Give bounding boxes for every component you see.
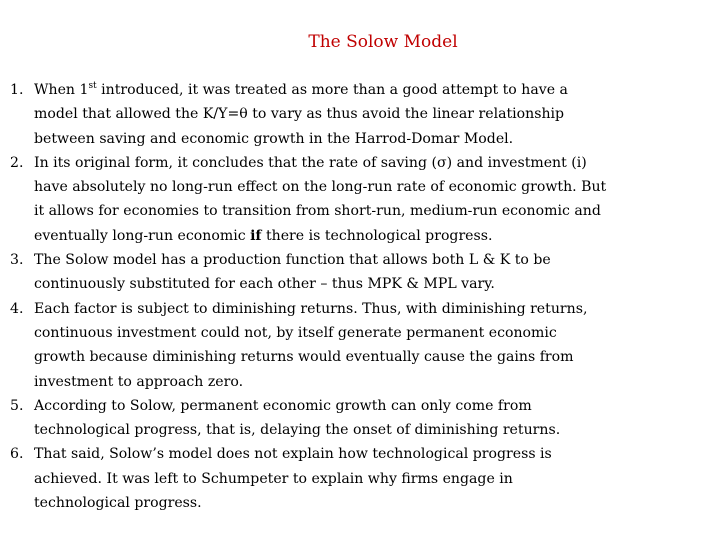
- text-line: continuously substituted for each other – thus MPK & MPL vary.: [34, 276, 495, 293]
- list-item-5: [0, 394, 720, 443]
- text-line: [34, 78, 716, 102]
- text-line: technological progress.: [34, 495, 202, 512]
- list-number: 2.: [10, 154, 24, 171]
- text-segment: there is technological progress.: [261, 227, 493, 244]
- text-line: model that allowed the K/Y=θ to vary as thus avoid the linear relationship: [34, 106, 565, 123]
- list-number: 1.: [10, 82, 24, 98]
- text-line: technological progress, that is, delaying the onset of diminishing returns.: [34, 422, 561, 439]
- list-item-6: [0, 442, 720, 515]
- list-number: 6.: [10, 446, 24, 463]
- list-number: 4.: [10, 300, 24, 317]
- text-line: The Solow model has a production function that allows both L & K to be: [34, 252, 551, 269]
- text-line: That said, Solow’s model does not explain how technological progress is: [34, 446, 552, 463]
- list-item-4: [0, 297, 720, 394]
- text-line: have absolutely no long-run effect on the long-run rate of economic growth. But: [34, 179, 607, 196]
- list-item-1: [0, 78, 720, 151]
- text-line: investment to approach zero.: [34, 373, 244, 390]
- text-line: [34, 224, 716, 248]
- slide-title: The Solow Model: [308, 32, 458, 52]
- text-line: According to Solow, permanent economic growth can only come from: [34, 397, 532, 414]
- list-number: 5.: [10, 397, 24, 414]
- text-line: In its original form, it concludes that the rate of saving (σ) and investment (i): [34, 154, 587, 171]
- text-segment: eventually long-run economic: [34, 227, 251, 244]
- text-segment: introduced, it was treated as more than a good attempt to have a: [96, 82, 568, 98]
- numbered-list: [0, 78, 720, 515]
- text-line: between saving and economic growth in the Harrod-Domar Model.: [34, 130, 514, 147]
- bold-text: if: [250, 227, 262, 244]
- list-number: 3.: [10, 252, 24, 269]
- superscript: st: [88, 81, 97, 91]
- text-line: Each factor is subject to diminishing returns. Thus, with diminishing returns,: [34, 300, 588, 317]
- text-line: achieved. It was left to Schumpeter to explain why firms engage in: [34, 470, 513, 487]
- list-item-3: [0, 248, 720, 297]
- text-line: it allows for economies to transition from short-run, medium-run economic and: [34, 203, 601, 220]
- list-item-2: [0, 151, 720, 248]
- text-line: continuous investment could not, by itself generate permanent economic: [34, 324, 557, 341]
- text-segment: When 1: [34, 82, 89, 98]
- text-line: growth because diminishing returns would eventually cause the gains from: [34, 349, 574, 366]
